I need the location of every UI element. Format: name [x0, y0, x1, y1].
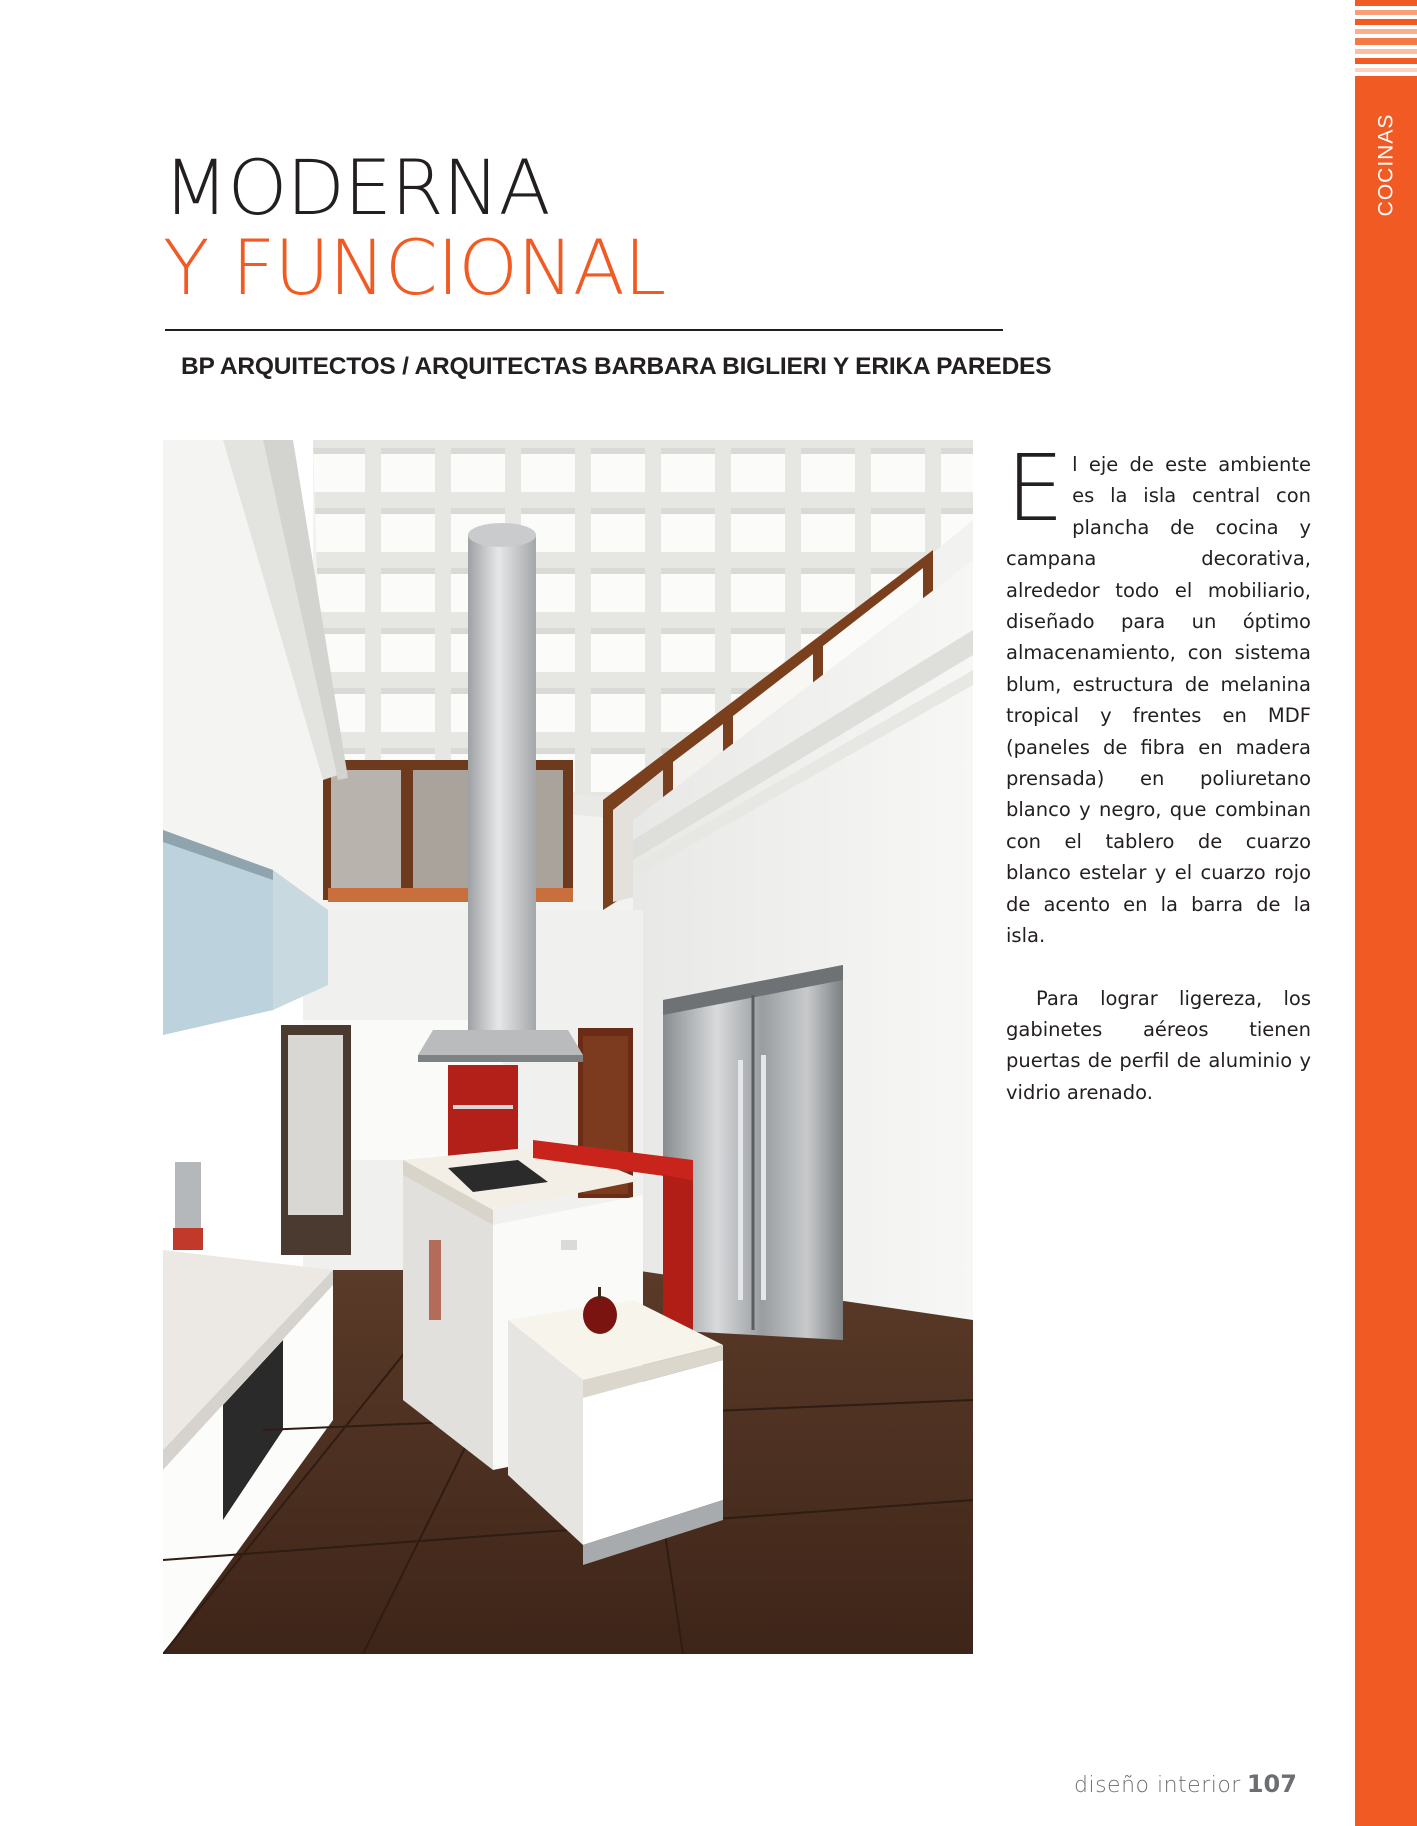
kitchen-photo: [163, 440, 973, 1654]
title-line-2: Y FUNCIONAL: [163, 223, 666, 312]
magazine-name: diseño interior: [1074, 1773, 1241, 1798]
paragraph-1: [1006, 435, 1311, 952]
section-sidebar: [1355, 0, 1417, 1826]
title-line-1: MODERNA: [163, 143, 550, 232]
section-label: COCINAS: [1374, 113, 1397, 217]
page-number: 107: [1246, 1770, 1297, 1798]
title-divider: [165, 329, 1003, 331]
section-tab: [1355, 110, 1417, 220]
paragraph-2: Para lograr ligereza, los gabinetes aéreos tienen puertas de perfil de aluminio y vidrio arenado.: [1006, 986, 1311, 1104]
article-credits: BP ARQUITECTOS / ARQUITECTAS BARBARA BIGLIERI Y ERIKA PAREDES: [181, 353, 1052, 380]
drop-cap: E: [1006, 435, 1065, 542]
page-footer: [1074, 1770, 1297, 1798]
sidebar-stripes: [1355, 0, 1417, 82]
paragraph-1-text: l eje de este ambiente es la isla central con plancha de cocina y campana decorativa, alrededor todo el mobiliario, diseñado para un óptimo almacenamiento, con sistema blum, estructura de melanina tropical y frentes en MDF (paneles de fibra en madera prensada) en poliuretano blanco y negro, que combinan con el tablero de cuarzo blanco estelar y el cuarzo rojo de acento en la barra de la isla.: [1006, 453, 1311, 948]
article-title: [163, 143, 666, 312]
article-body: [1006, 435, 1311, 1108]
